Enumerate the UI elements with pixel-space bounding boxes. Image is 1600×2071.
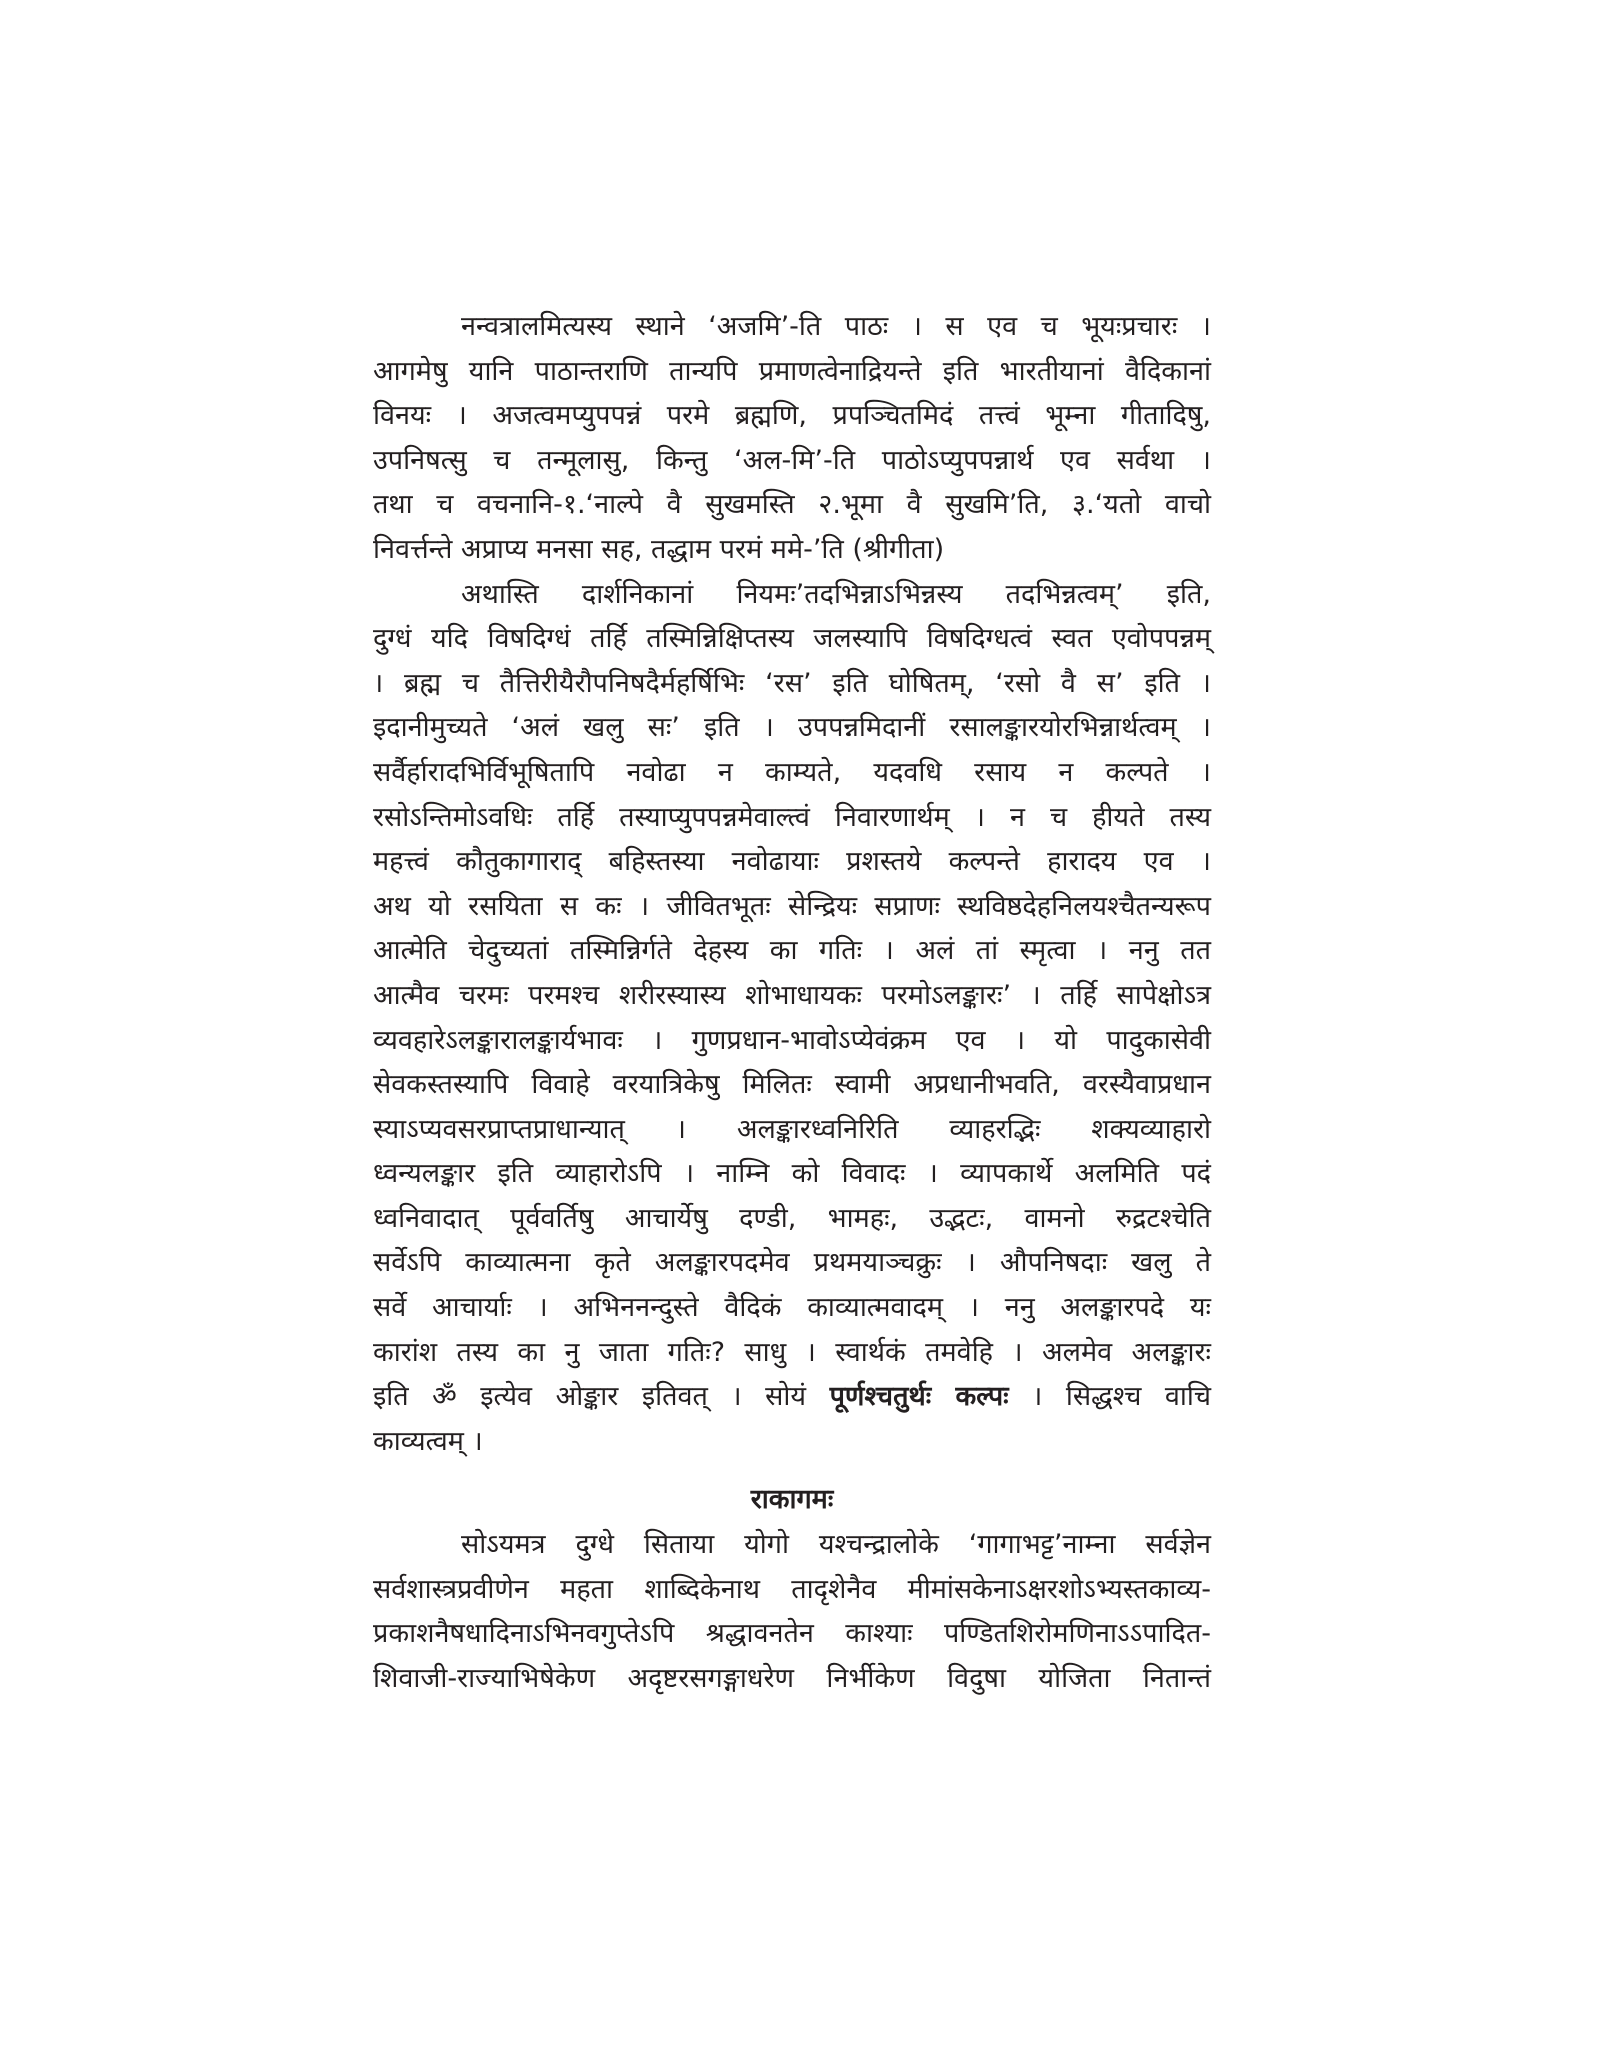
text-line: सर्वेऽपि काव्यात्मना कृते अलङ्कारपदमेव प्रथमयाञ्चक्रुः । औपनिषदाः खलु ते <box>373 1247 1211 1279</box>
text-line: आगमेषु यानि पाठान्तराणि तान्यपि प्रमाणत्वेनाद्रियन्ते इति भारतीयानां वैदिकानां <box>373 355 1211 387</box>
text-line: रसोऽन्तिमोऽवधिः तर्हि तस्याप्युपपन्नमेवाल्त्वं निवारणार्थम् । न च हीयते तस्य <box>373 801 1211 833</box>
text-segment: । सिद्धश्च वाचि <box>1032 1381 1212 1413</box>
text-line: ध्वन्यलङ्कार इति व्याहारोऽपि । नाम्नि को विवादः । व्यापकार्थे अलमिति पदं <box>373 1158 1211 1190</box>
text-line: शिवाजी-राज्याभिषेकेण अदृष्टरसगङ्गाधरेण निर्भीकेण विदुषा योजिता नितान्तं <box>373 1662 1211 1694</box>
text-line: इदानीमुच्यते ‘अलं खलु सः’ इति । उपपन्नमिदानीं रसालङ्कारयोरभिन्नार्थत्वम् । <box>373 712 1211 744</box>
paragraph-2 <box>373 573 1211 1465</box>
text-line: तथा च वचनानि-१.‘नाल्पे वै सुखमस्ति २.भूमा वै सुखमि’ति, ३.‘यतो वाचो <box>373 489 1211 521</box>
text-line: सर्वे आचार्याः । अभिननन्दुस्ते वैदिकं काव्यात्मवादम् । ननु अलङ्कारपदे यः <box>373 1292 1211 1324</box>
text-line: स्याऽप्यवसरप्राप्तप्राधान्यात् । अलङ्कारध्वनिरिति व्याहरद्भिः शक्यव्याहारो <box>373 1113 1211 1145</box>
text-line: विनयः । अजत्वमप्युपपन्नं परमे ब्रह्मणि, प्रपञ्चितमिदं तत्त्वं भूम्ना गीतादिषु, <box>373 400 1211 432</box>
text-line: प्रकाशनैषधादिनाऽभिनवगुप्तेऽपि श्रद्धावनतेन काश्याः पण्डितशिरोमणिनाऽऽपादित- <box>373 1618 1211 1650</box>
text-line: । ब्रह्म च तैत्तिरीयैरौपनिषदैर्महर्षिभिः ‘रस’ इति घोषितम्, ‘रसो वै स’ इति । <box>373 667 1211 699</box>
section-paragraph <box>373 1523 1211 1701</box>
page-content <box>373 305 1211 1701</box>
section-heading: राकागमः <box>750 1484 834 1516</box>
text-line: सर्वशास्त्रप्रवीणेन महता शाब्दिकेनाथ तादृशेनैव मीमांसकेनाऽक्षरशोऽभ्यस्तकाव्य- <box>373 1573 1211 1605</box>
text-line: सर्वैर्हारादभिर्विभूषितापि नवोढा न काम्यते, यदवधि रसाय न कल्पते । <box>373 756 1211 788</box>
text-line: निवर्त्तन्ते अप्राप्य मनसा सह, तद्धाम परमं ममे-’ति (श्रीगीता) <box>373 533 945 565</box>
text-segment: इति ॐ इत्येव ओङ्कार इतिवत् । सोयं <box>373 1381 807 1413</box>
text-line: सेवकस्तस्यापि विवाहे वरयात्रिकेषु मिलितः स्वामी अप्रधानीभवति, वरस्यैवाप्रधान <box>373 1069 1211 1101</box>
text-line-with-bold <box>373 1375 1211 1420</box>
text-line: अथास्ति दार्शनिकानां नियमः’तदभिन्नाऽभिन्नस्य तदभिन्नत्वम्’ इति, <box>461 578 1211 610</box>
text-line: कारांश तस्य का नु जाता गतिः? साधु । स्वार्थकं तमवेहि । अलमेव अलङ्कारः <box>373 1336 1211 1368</box>
paragraph-1 <box>373 305 1211 573</box>
bold-phrase: पूर्णश्चतुर्थः कल्पः <box>829 1381 1009 1413</box>
text-line: अथ यो रसयिता स कः । जीवितभूतः सेन्द्रियः सप्राणः स्थविष्ठदेहनिलयश्चैतन्यरूप <box>373 890 1211 922</box>
text-line: आत्मैव चरमः परमश्च शरीरस्यास्य शोभाधायकः परमोऽलङ्कारः’ । तर्हि सापेक्षोऽत्र <box>373 979 1211 1011</box>
text-line: उपनिषत्सु च तन्मूलासु, किन्तु ‘अल-मि’-ति पाठोऽप्युपपन्नार्थ एव सर्वथा । <box>373 444 1211 476</box>
text-line: नन्वत्रालमित्यस्य स्थाने ‘अजमि’-ति पाठः । स एव च भूयःप्रचारः । <box>461 311 1211 342</box>
text-line: काव्यत्वम् । <box>373 1425 483 1457</box>
text-line: ध्वनिवादात् पूर्ववर्तिषु आचार्येषु दण्डी, भामहः, उद्भटः, वामनो रुद्रटश्चेति <box>373 1202 1211 1234</box>
text-line: व्यवहारेऽलङ्कारालङ्कार्यभावः । गुणप्रधान-भावोऽप्येवंक्रम एव । यो पादुकासेवी <box>373 1024 1211 1056</box>
text-line: महत्त्वं कौतुकागाराद् बहिस्तस्या नवोढायाः प्रशस्तये कल्पन्ते हारादय एव । <box>373 846 1211 878</box>
text-line: दुग्धं यदि विषदिग्धं तर्हि तस्मिन्निक्षिप्तस्य जलस्यापि विषदिग्धत्वं स्वत एवोपपन्नम् <box>373 623 1211 655</box>
text-line: आत्मेति चेदुच्यतां तस्मिन्निर्गते देहस्य का गतिः । अलं तां स्मृत्वा । ननु तत <box>373 935 1211 967</box>
text-line: सोऽयमत्र दुग्धे सिताया योगो यश्चन्द्रालोके ‘गागाभट्ट’नाम्ना सर्वज्ञेन <box>461 1529 1211 1561</box>
